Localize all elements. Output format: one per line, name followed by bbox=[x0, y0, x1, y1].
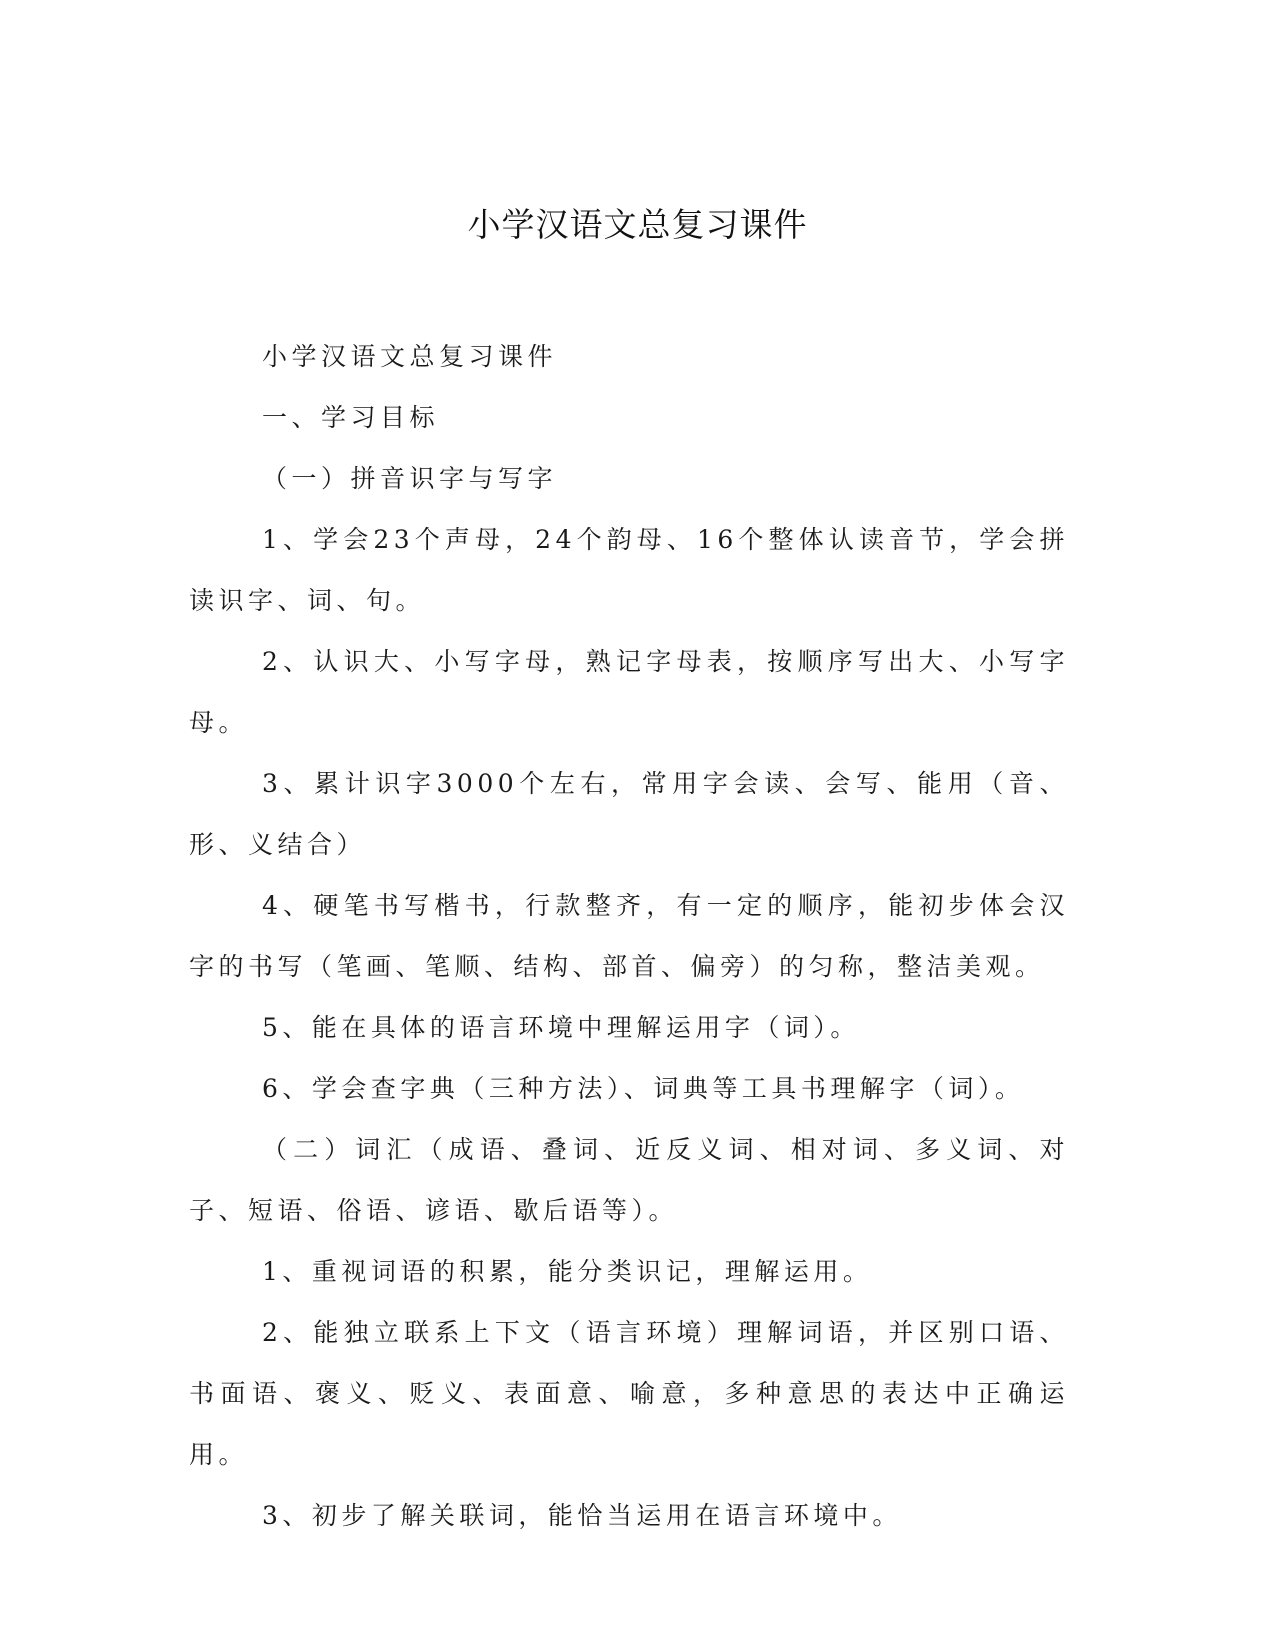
document-title: 小学汉语文总复习课件 bbox=[467, 205, 808, 244]
paragraph: 小学汉语文总复习课件 bbox=[262, 342, 558, 371]
paragraph: 3、累计识字3000个左右，常用字会读、会写、能用（音、形、义结合） bbox=[189, 769, 1069, 859]
paragraph: 3、初步了解关联词，能恰当运用在语言环境中。 bbox=[262, 1501, 902, 1530]
paragraph: 5、能在具体的语言环境中理解运用字（词）。 bbox=[262, 1013, 860, 1042]
paragraph: 2、能独立联系上下文（语言环境）理解词语，并区别口语、书面语、褒义、贬义、表面意、喻意，多种意思的表达中正确运用。 bbox=[189, 1318, 1069, 1469]
document-body bbox=[189, 326, 1069, 1546]
paragraph: 4、硬笔书写楷书，行款整齐，有一定的顺序，能初步体会汉字的书写（笔画、笔顺、结构、部首、偏旁）的匀称，整洁美观。 bbox=[189, 891, 1069, 981]
paragraph: 1、重视词语的积累，能分类识记，理解运用。 bbox=[262, 1257, 873, 1286]
paragraph: 1、学会23个声母，24个韵母、16个整体认读音节，学会拼读识字、词、句。 bbox=[189, 525, 1069, 615]
paragraph: 6、学会查字典（三种方法）、词典等工具书理解字（词）。 bbox=[262, 1074, 1025, 1103]
paragraph: 一、学习目标 bbox=[262, 403, 440, 432]
paragraph: （二）词汇（成语、叠词、近反义词、相对词、多义词、对子、短语、俗语、谚语、歇后语等）。 bbox=[189, 1135, 1069, 1225]
paragraph: 2、认识大、小写字母，熟记字母表，按顺序写出大、小写字母。 bbox=[189, 647, 1069, 737]
paragraph: （一）拼音识字与写字 bbox=[262, 464, 558, 493]
